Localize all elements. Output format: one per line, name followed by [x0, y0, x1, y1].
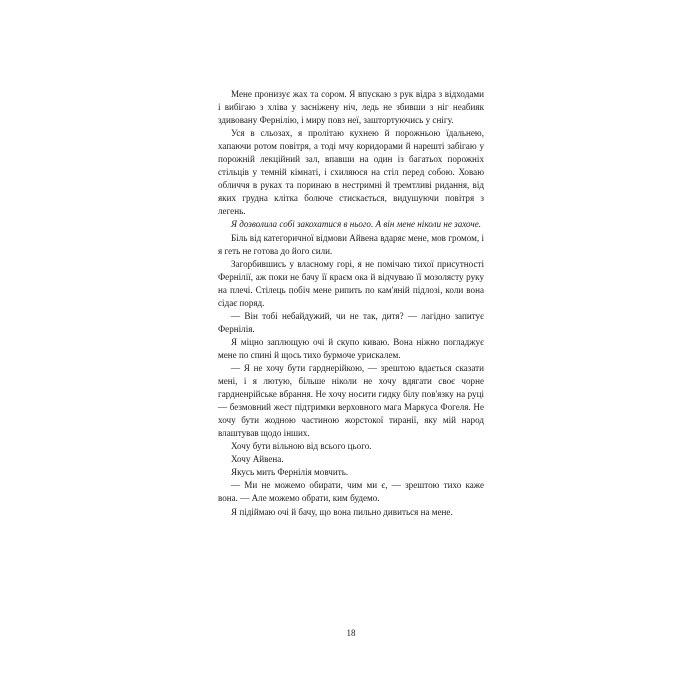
paragraph: Біль від категоричної відмови Айвена вдаряє мене, мов громом, і я геть не готова до його сили.: [218, 232, 484, 256]
page-number: 18: [346, 628, 356, 638]
paragraph: — Ми не можемо обирати, чим ми є, — зрештою тихо каже вона. — Але можемо обрати, ким будемо.: [218, 480, 484, 504]
paragraph: Хочу бути вільною від всього цього.: [231, 441, 372, 452]
paragraph: — Він тобі небайдужий, чи не так, дитя? — лагідно запитує Фернілія.: [218, 310, 484, 334]
paragraph: — Я не хочу бути гарднерійкою, — зрештою вдається сказати мені, і я лютую, більше ніколи не хочу вдягати своє чорне гардненрійське вбрання. Не хочу носити гидку білу пов'язку на руці — безмовний жест підтримки верховного мага Маркуса Фогеля. Не хочу бути жодною частиною жорстокої тиранії, яку мій народ влаштував щодо інших.: [218, 362, 484, 439]
page-body-text: [218, 88, 484, 519]
paragraph: Хочу Айвена.: [231, 454, 284, 465]
paragraph: Я міцно заплющую очі й скупо киваю. Вона ніжно погладжує мене по спині й щось тихо бурмоче урискалем.: [218, 336, 484, 360]
paragraph: Я підіймаю очі й бачу, що вона пильно дивиться на мене.: [231, 506, 453, 517]
paragraph: Уся в сльозах, я пролітаю кухнею й порожньою їдальнею, хапаючи ротом повітря, а тоді мчу коридорами й нарешті забігаю у порожній лекційний зал, впавши на один із багатьох порожніх стільців у темній кімнаті, і схиляюся на стіл перед собою. Ховаю обличчя в руках та поринаю в нестримні й тремтливі ридання, від яких грудна клітка болюче стискається, видушуючи повітря з легень.: [218, 128, 484, 217]
paragraph: Загорбившись у власному горі, я не помічаю тихої присутності Фернілії, аж поки не бачу її краєм ока й відчуваю її мозолясту руку на плечі. Стілець побіч мене рипить по кам'яній підлозі, коли вона сідає поряд.: [218, 258, 484, 308]
paragraph: Мене пронизує жах та сором. Я впускаю з рук відра з відходами і вибігаю з хліва у засніжену ніч, ледь не збивши з ніг неабияк здивовану Фернілію, і миру повз неї, заштортуючись у снігу.: [218, 89, 484, 126]
paragraph: Я дозволила собі закохатися в нього. А він мене ніколи не захоче.: [231, 219, 482, 230]
paragraph: Якусь мить Фернілія мовчить.: [231, 467, 349, 478]
